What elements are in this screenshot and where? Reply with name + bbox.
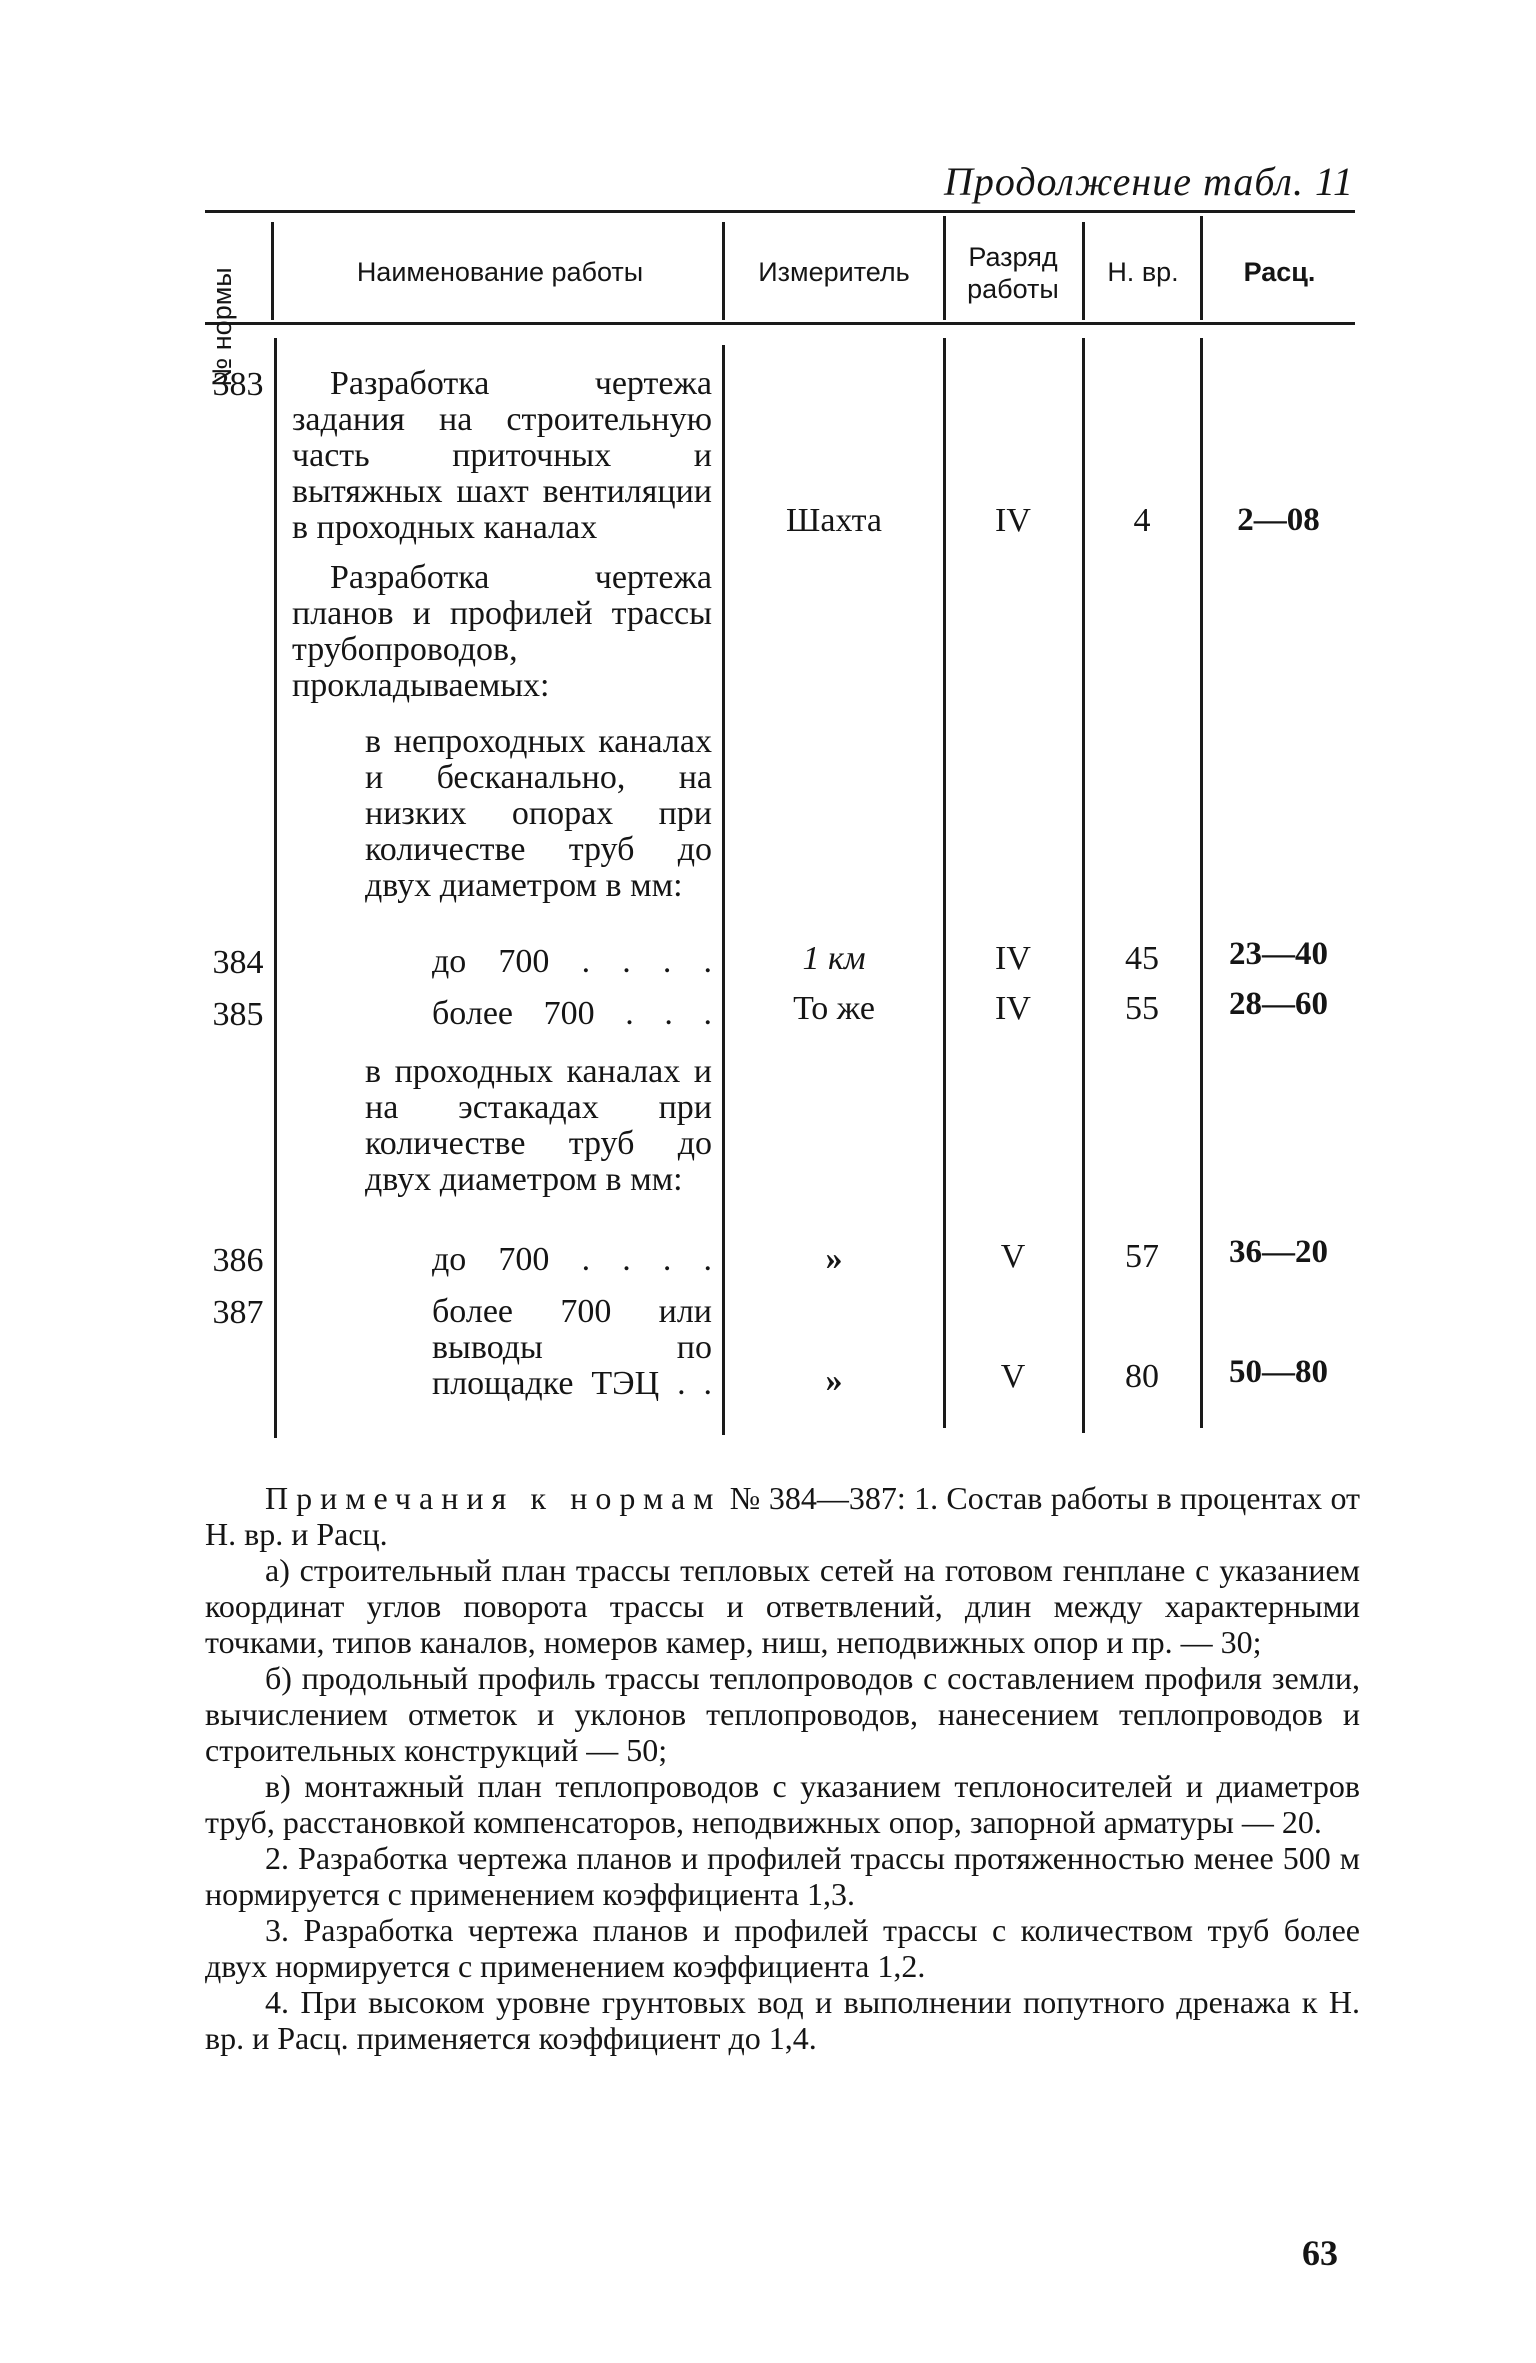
header-bottom-rule xyxy=(205,322,1355,325)
hours-cell: 80 xyxy=(1125,1358,1159,1395)
measure-cell: » xyxy=(825,1240,843,1277)
rank-cell: IV xyxy=(995,502,1031,539)
table-top-rule xyxy=(205,210,1355,213)
work-description: до 700 . . . . xyxy=(432,1241,712,1278)
work-description: более 700 . . . xyxy=(432,995,712,1032)
note-2: 2. Разработка чертежа планов и профилей трассы протяженностью менее 500 м нормируется с применением коэффициента 1,3. xyxy=(205,1840,1360,1912)
col-divider xyxy=(1200,216,1203,320)
work-subgroup-heading: в проходных каналах и на эстакадах при количестве труб до двух диаметром в мм: xyxy=(365,1053,712,1198)
work-description: более 700 или выводы по площадке ТЭЦ . . xyxy=(432,1293,712,1402)
header-rank: Разряд работы xyxy=(967,242,1059,304)
norm-number: 383 xyxy=(212,366,264,403)
col-divider xyxy=(943,216,946,320)
work-description: до 700 . . . . xyxy=(432,943,712,980)
header-hours: Н. вр. xyxy=(1107,257,1179,287)
work-group-heading: Разработка чертежа планов и профилей трассы трубопроводов, прокладываемых: xyxy=(292,559,712,704)
rank-cell: V xyxy=(1000,1358,1026,1395)
hours-cell: 55 xyxy=(1125,990,1159,1027)
rate-cell: 2—08 xyxy=(1237,502,1320,538)
measure-cell: » xyxy=(825,1362,843,1399)
hours-cell: 4 xyxy=(1133,502,1151,539)
col-divider xyxy=(1082,222,1085,320)
rate-cell: 50—80 xyxy=(1229,1354,1328,1390)
hours-cell: 45 xyxy=(1125,940,1159,977)
measure-cell: 1 км xyxy=(802,940,866,977)
page-number: 63 xyxy=(1302,2233,1338,2273)
table-caption: Продолжение табл. 11 xyxy=(943,159,1354,204)
note-1b: б) продольный профиль трассы теплопроводов с составлением профиля земли, вычислением отметок и уклонов теплопроводов, нанесением теплопроводов и строительных конструкций — 50; xyxy=(205,1660,1360,1768)
rank-cell: IV xyxy=(995,990,1031,1027)
rate-cell: 28—60 xyxy=(1229,986,1328,1022)
rank-cell: V xyxy=(1000,1238,1026,1275)
col-divider xyxy=(271,222,274,320)
header-norm-number: № нормы xyxy=(207,267,237,387)
measure-cell: То же xyxy=(793,990,875,1027)
norm-number: 384 xyxy=(212,944,264,981)
hours-cell: 57 xyxy=(1125,1238,1159,1275)
work-subgroup-heading: в непроходных каналах и бесканально, на низких опорах при количестве труб до двух диаметром в мм: xyxy=(365,723,712,904)
rate-cell: 36—20 xyxy=(1229,1234,1328,1270)
note-1 xyxy=(205,1480,1360,1552)
col-divider xyxy=(722,222,725,320)
header-measure: Измеритель xyxy=(758,257,910,287)
rank-cell: IV xyxy=(995,940,1031,977)
note-4: 4. При высоком уровне грунтовых вод и выполнении попутного дренажа к Н. вр. и Расц. применяется коэффициент до 1,4. xyxy=(205,1984,1360,2056)
note-1a: а) строительный план трассы тепловых сетей на готовом генплане с указанием координат углов поворота трассы и ответвлений, длин между характерными точками, типов каналов, номеров камер, ниш, неподвижных опор и пр. — 30; xyxy=(205,1552,1360,1660)
note-3: 3. Разработка чертежа планов и профилей трассы с количеством труб более двух нормируется с применением коэффициента 1,2. xyxy=(205,1912,1360,1984)
note-1c: в) монтажный план теплопроводов с указанием теплоносителей и диаметров труб, расстановкой компенсаторов, неподвижных опор, запорной арматуры — 20. xyxy=(205,1768,1360,1840)
col-divider xyxy=(274,338,277,1438)
rate-cell: 23—40 xyxy=(1229,936,1328,972)
work-description: Разработка чертежа задания на строительную часть приточных и вытяжных шахт вентиляции в проходных каналах xyxy=(292,365,712,546)
notes-heading: Примечания к нормам xyxy=(265,1480,722,1516)
header-work-name: Наименование работы xyxy=(356,257,644,287)
note-1-text: № 384—387: 1. Состав работы в процентах от Н. вр. и Расц. xyxy=(205,1480,1361,1552)
norm-number: 386 xyxy=(212,1242,264,1279)
notes-block xyxy=(205,1480,1360,2056)
norm-number: 385 xyxy=(212,996,264,1033)
measure-cell: Шахта xyxy=(786,502,882,539)
header-rate: Расц. xyxy=(1243,257,1316,287)
norm-number: 387 xyxy=(212,1294,264,1331)
